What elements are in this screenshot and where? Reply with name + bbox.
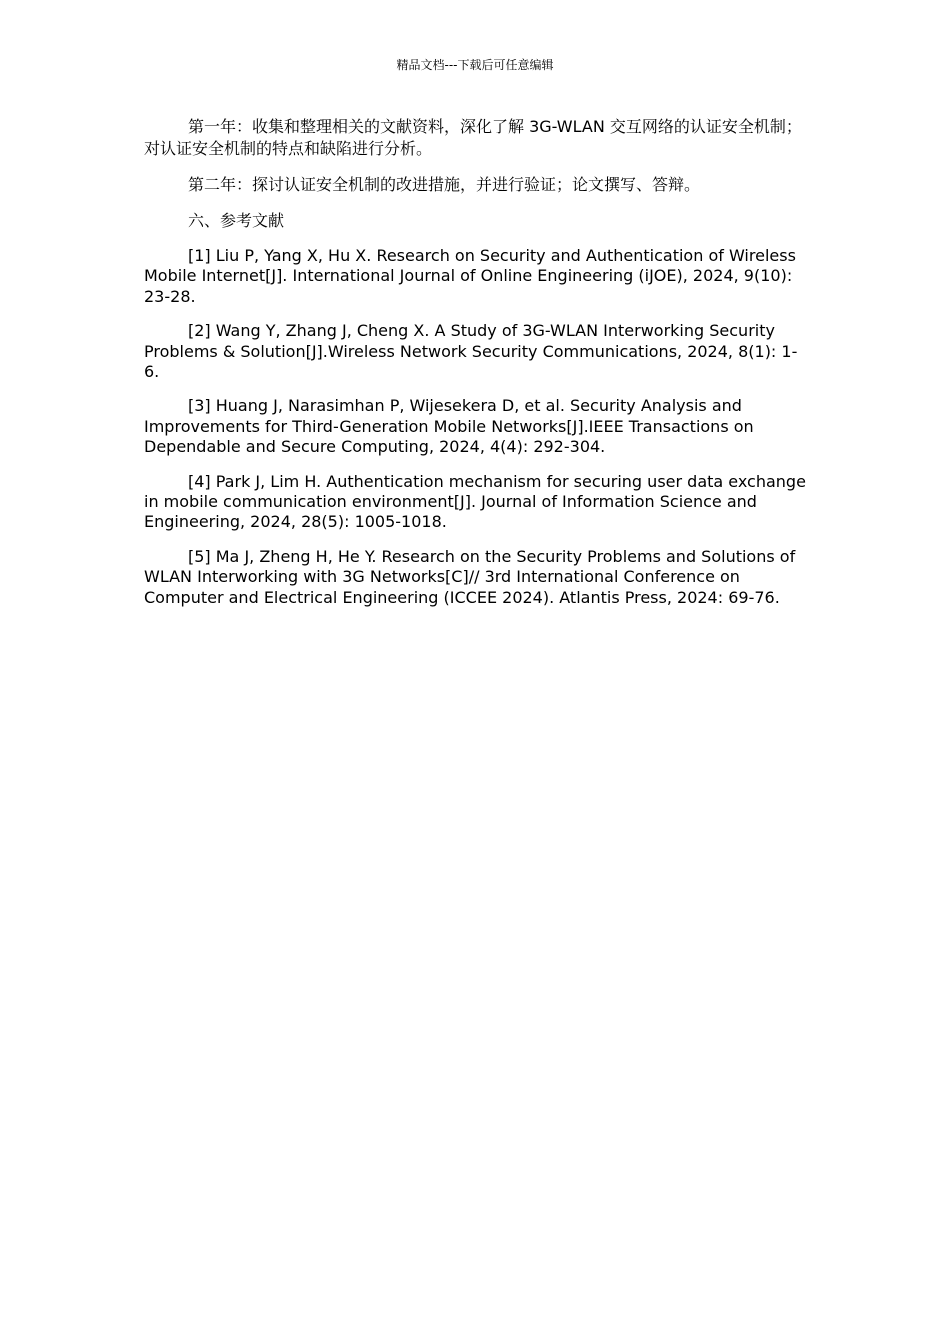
- page-header: 精品文档---下载后可任意编辑: [396, 58, 554, 72]
- reference-item: [2] Wang Y, Zhang J, Cheng X. A Study of 3G-WLAN Interworking Security Problems & Solution[J].Wireless Network Security Communications, 2024, 8(1): 1-6.: [144, 321, 798, 382]
- plan-year-one: 第一年：收集和整理相关的文献资料，深化了解 3G-WLAN 交互网络的认证安全机制；对认证安全机制的特点和缺陷进行分析。: [144, 117, 802, 158]
- reference-item: [1] Liu P, Yang X, Hu X. Research on Security and Authentication of Wireless Mobile Internet[J]. International Journal of Online Engineering (iJOE), 2024, 9(10): 23-28.: [144, 246, 796, 306]
- reference-item: [4] Park J, Lim H. Authentication mechanism for securing user data exchange in mobile communication environment[J]. Journal of Information Science and Engineering, 2024, 28(5): 1005-1018.: [144, 471, 806, 532]
- reference-item: [3] Huang J, Narasimhan P, Wijesekera D, et al. Security Analysis and Improvements for Third-Generation Mobile Networks[J].IEEE Transactions on Dependable and Secure Computing, 2024, 4(4): 292-304.: [144, 396, 754, 457]
- document-body: [144, 116, 808, 622]
- references-heading: 六、参考文献: [188, 211, 285, 230]
- reference-item: [5] Ma J, Zheng H, He Y. Research on the Security Problems and Solutions of WLAN Interworking with 3G Networks[C]// 3rd International Conference on Computer and Electrical Engineering (ICCEE 2024). Atlantis Press, 2024: 69-76.: [144, 546, 796, 607]
- plan-year-two: 第二年：探讨认证安全机制的改进措施，并进行验证；论文撰写、答辩。: [188, 175, 701, 194]
